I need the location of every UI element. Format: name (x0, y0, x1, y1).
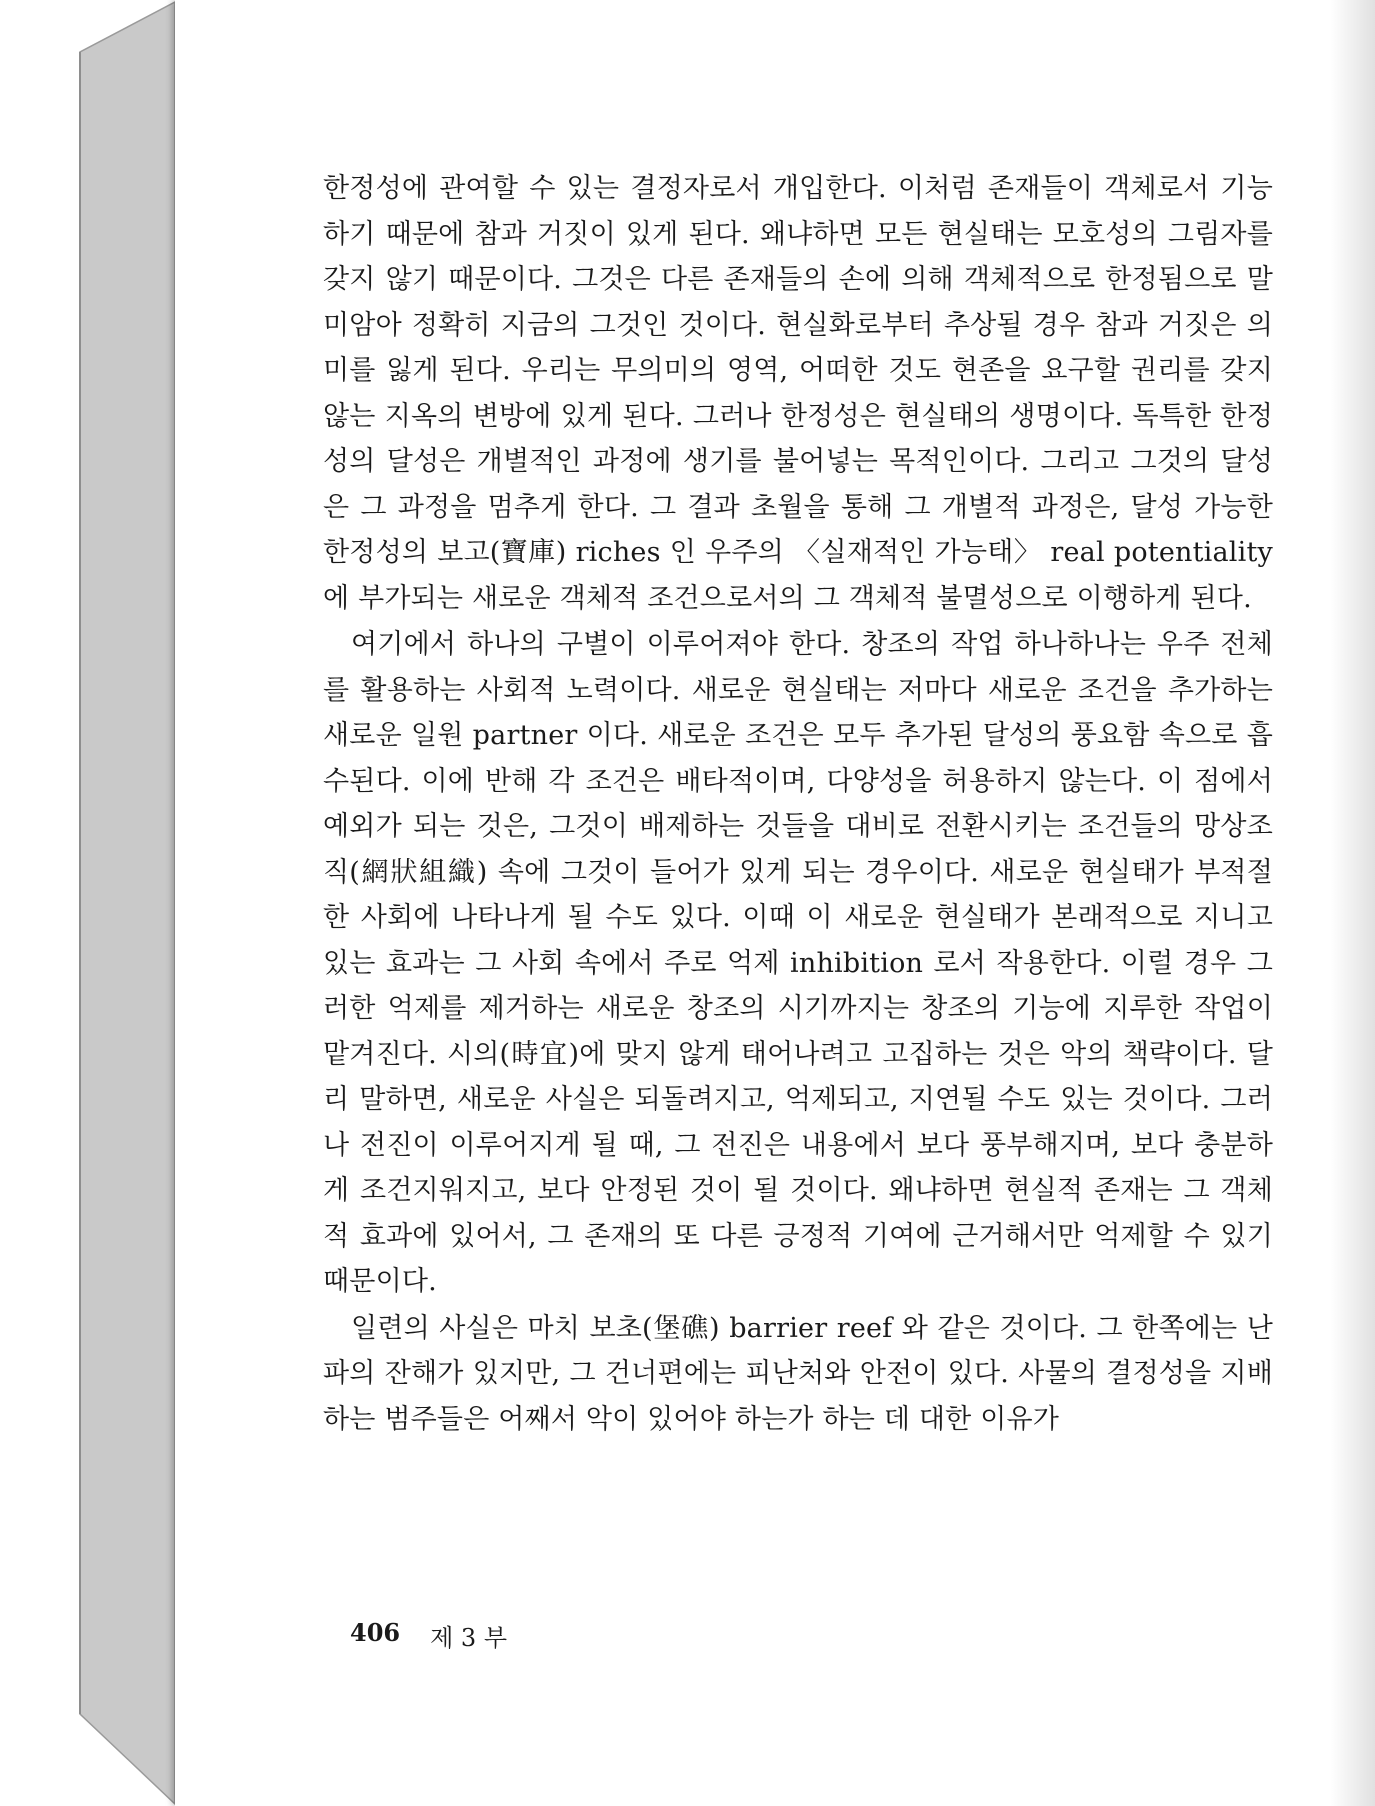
page-footer (350, 1618, 507, 1653)
paragraph-2: 여기에서 하나의 구별이 이루어져야 한다. 창조의 작업 하나하나는 우주 전체를 활용하는 사회적 노력이다. 새로운 현실태는 저마다 새로운 조건을 추가하는 새로운 일원 partner 이다. 새로운 조건은 모두 추가된 달성의 풍요함 속으로 흡수된다. 이에 반해 각 조건은 배타적이며, 다양성을 허용하지 않는다. 이 점에서 예외가 되는 것은, 그것이 배제하는 것들을 대비로 전환시키는 조건들의 망상조직(網狀組織) 속에 그것이 들어가 있게 되는 경우이다. 새로운 현실태가 부적절한 사회에 나타나게 될 수도 있다. 이때 이 새로운 현실태가 본래적으로 지니고 있는 효과는 그 사회 속에서 주로 억제 inhibition 로서 작용한다. 이럴 경우 그러한 억제를 제거하는 새로운 창조의 시기까지는 창조의 기능에 지루한 작업이 맡겨진다. 시의(時宜)에 맞지 않게 태어나려고 고집하는 것은 악의 책략이다. 달리 말하면, 새로운 사실은 되돌려지고, 억제되고, 지연될 수도 있는 것이다. 그러나 전진이 이루어지게 될 때, 그 전진은 내용에서 보다 풍부해지며, 보다 충분하게 조건지워지고, 보다 안정된 것이 될 것이다. 왜냐하면 현실적 존재는 그 객체적 효과에 있어서, 그 존재의 또 다른 긍정적 기여에 근거해서만 억제할 수 있기 때문이다. (323, 629, 1273, 1297)
paragraph-3: 일련의 사실은 마치 보초(堡礁) barrier reef 와 같은 것이다. 그 한쪽에는 난파의 잔해가 있지만, 그 건너편에는 피난처와 안전이 있다. 사물의 결정성을 지배하는 범주들은 어째서 악이 있어야 하는가 하는 데 대한 이유가 (323, 1312, 1273, 1435)
body-text (323, 166, 1273, 1442)
section-label: 제 3 부 (430, 1624, 508, 1652)
page-number: 406 (350, 1618, 401, 1647)
page-edge-shadow (1330, 0, 1375, 1806)
paragraph-1: 한정성에 관여할 수 있는 결정자로서 개입한다. 이처럼 존재들이 객체로서 기능하기 때문에 참과 거짓이 있게 된다. 왜냐하면 모든 현실태는 모호성의 그림자를 갖지 않기 때문이다. 그것은 다른 존재들의 손에 의해 객체적으로 한정됨으로 말미암아 정확히 지금의 그것인 것이다. 현실화로부터 추상될 경우 참과 거짓은 의미를 잃게 된다. 우리는 무의미의 영역, 어떠한 것도 현존을 요구할 권리를 갖지 않는 지옥의 변방에 있게 된다. 그러나 한정성은 현실태의 생명이다. 독특한 한정성의 달성은 개별적인 과정에 생기를 불어넣는 목적인이다. 그리고 그것의 달성은 그 과정을 멈추게 한다. 그 결과 초월을 통해 그 개별적 과정은, 달성 가능한 한정성의 보고(寶庫) riches 인 우주의 〈실재적인 가능태〉 real potentiality 에 부가되는 새로운 객체적 조건으로서의 그 객체적 불멸성으로 이행하게 된다. (323, 173, 1273, 614)
book-page (175, 0, 1375, 1806)
